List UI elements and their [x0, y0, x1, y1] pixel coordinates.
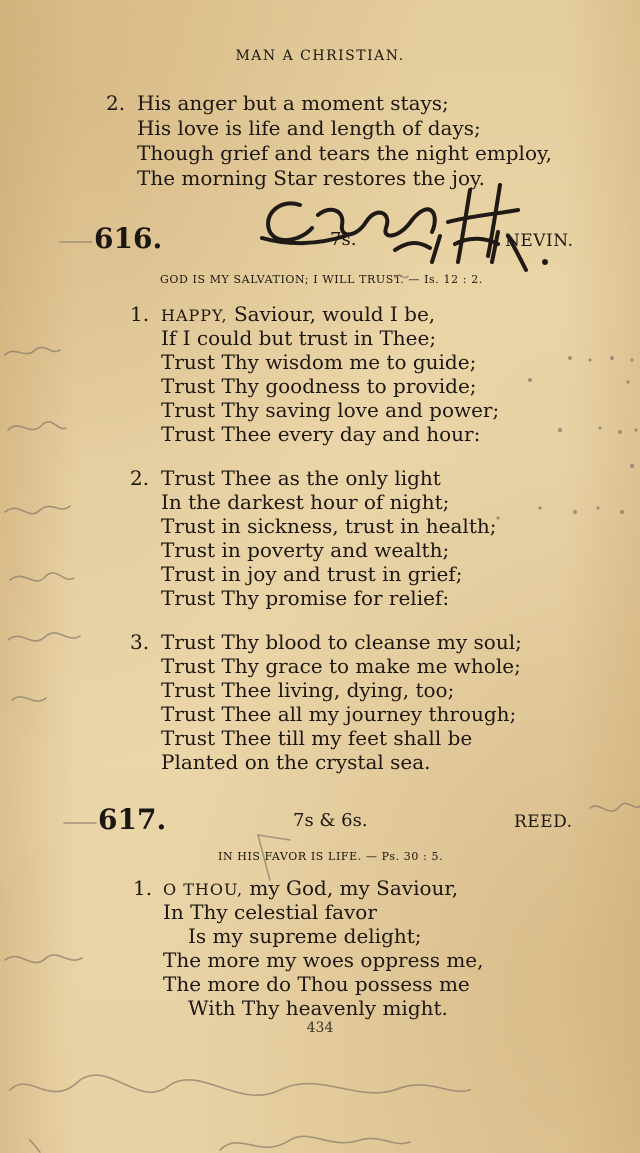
- verse-line: The more my woes oppress me,: [163, 948, 484, 972]
- first-word: HAPPY,: [161, 306, 228, 325]
- hymn-number: 617.: [98, 803, 167, 836]
- verse-line: Trust Thee all my journey through;: [161, 702, 517, 726]
- running-header: MAN A CHRISTIAN.: [235, 48, 405, 64]
- hymn-meter: 7s & 6s.: [293, 810, 368, 831]
- verse-line: In Thy celestial favor: [163, 900, 377, 924]
- verse-line: Trust in poverty and wealth;: [161, 538, 450, 562]
- verse-line: Trust Thy goodness to provide;: [161, 374, 477, 398]
- verse-number: 2.: [106, 91, 126, 115]
- verse-line: If I could but trust in Thee;: [161, 326, 437, 350]
- verse-line: In the darkest hour of night;: [161, 490, 450, 514]
- verse-line: Trust Thee living, dying, too;: [161, 678, 455, 702]
- verse-line: The morning Star restores the joy.: [137, 166, 485, 190]
- scripture-subtitle: IN HIS FAVOR IS LIFE. — Ps. 30 : 5.: [218, 850, 444, 863]
- verse-line: Trust Thy grace to make me whole;: [161, 654, 521, 678]
- verse-line: Trust Thee till my feet shall be: [161, 726, 473, 750]
- verse-line: Trust Thy saving love and power;: [161, 398, 500, 422]
- verse-line: Though grief and tears the night employ,: [137, 141, 552, 165]
- verse-line: His love is life and length of days;: [137, 116, 481, 140]
- verse-line: Is my supreme delight;: [188, 924, 422, 948]
- first-word: O THOU,: [163, 880, 244, 899]
- verse-line: HAPPY, Saviour, would I be,: [161, 302, 436, 326]
- verse-line: Trust in sickness, trust in health;: [161, 514, 497, 538]
- verse-line: Trust Thy blood to cleanse my soul;: [161, 630, 522, 654]
- verse-line: His anger but a moment stays;: [137, 91, 449, 115]
- verse-line: Trust in joy and trust in grief;: [161, 562, 463, 586]
- verse-line: Trust Thy promise for relief:: [161, 586, 450, 610]
- tune-name: REED.: [514, 812, 573, 832]
- verse-line: Trust Thee every day and hour:: [161, 422, 481, 446]
- verse-line: Trust Thee as the only light: [161, 466, 441, 490]
- page-number: 434: [306, 1020, 334, 1036]
- tune-name: NEVIN.: [505, 231, 574, 251]
- verse-number: 1.: [133, 876, 153, 900]
- verse-line: Planted on the crystal sea.: [161, 750, 431, 774]
- hymn-number: 616.: [94, 222, 163, 255]
- verse-number: 3.: [130, 630, 150, 654]
- verse-line: The more do Thou possess me: [163, 972, 470, 996]
- verse-line: O THOU, my God, my Saviour,: [163, 876, 459, 900]
- scripture-subtitle: GOD IS MY SALVATION; I WILL TRUST. — Is. 12 : 2.: [160, 273, 483, 286]
- hymn-meter: 7s.: [330, 229, 357, 250]
- verse-line: With Thy heavenly might.: [188, 996, 448, 1020]
- verse-line: Trust Thy wisdom me to guide;: [161, 350, 477, 374]
- verse-number: 2.: [130, 466, 150, 490]
- verse-number: 1.: [130, 302, 150, 326]
